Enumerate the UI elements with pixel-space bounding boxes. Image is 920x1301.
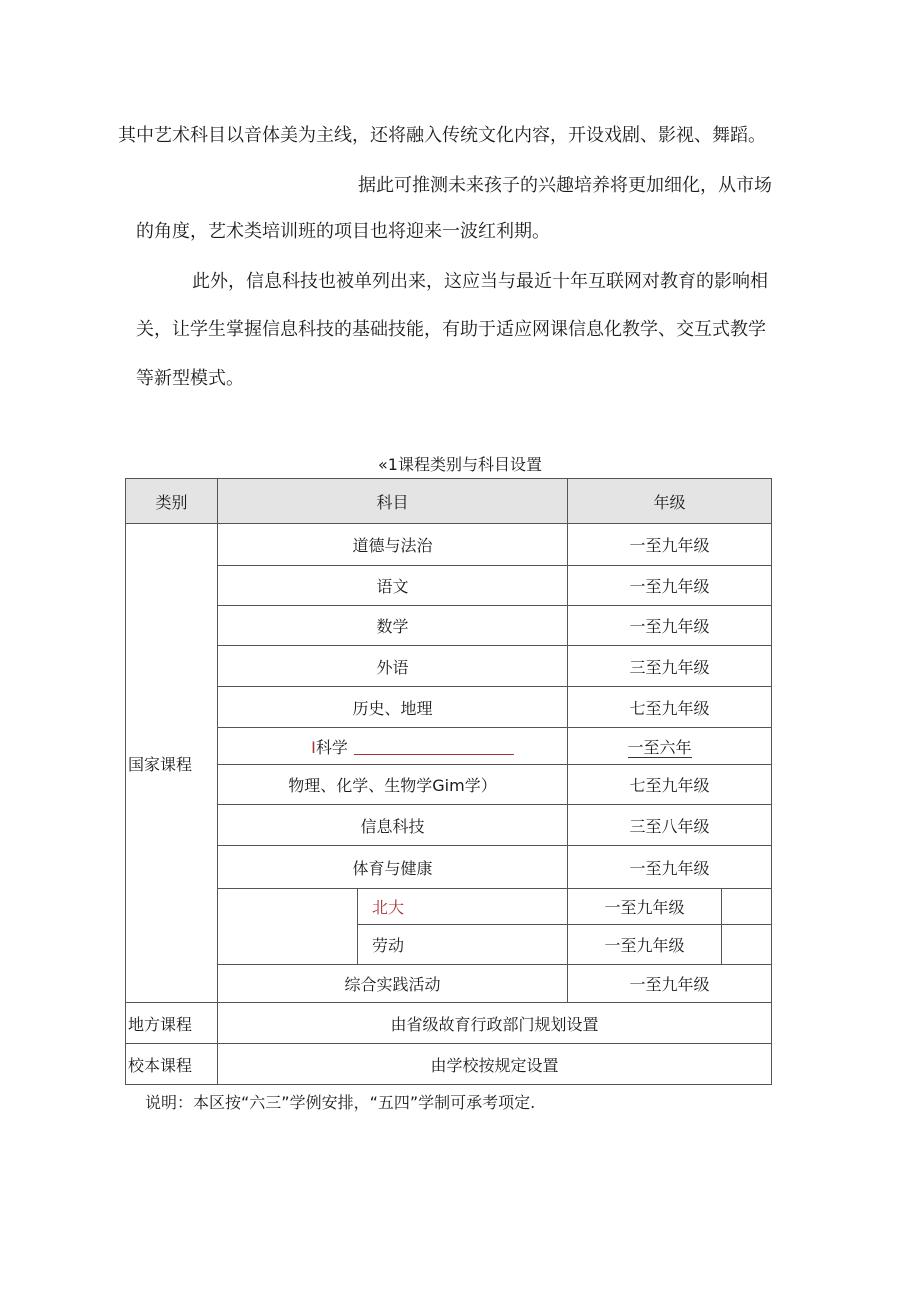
subject-cell: 北大 bbox=[358, 889, 568, 925]
grade-cell: 一至九年级 bbox=[568, 606, 772, 646]
header-subject: 科目 bbox=[218, 479, 568, 524]
paragraph-line-6: 等新型模式。 bbox=[136, 368, 244, 389]
local-value: 由省级故育行政部门规划设置 bbox=[218, 1003, 772, 1044]
category-national: 国家课程 bbox=[126, 524, 218, 1003]
table-caption: «1课程类别与科目设置 bbox=[378, 455, 542, 474]
subject-cell: 综合实践活动 bbox=[218, 965, 568, 1003]
table-row bbox=[126, 687, 772, 728]
grade-cell: 一至九年级 bbox=[568, 965, 772, 1003]
grade-cell: 一至九年级 bbox=[568, 524, 772, 566]
subject-cell: 语文 bbox=[218, 566, 568, 606]
grade-cell: 一至九年级 bbox=[568, 566, 772, 606]
subject-cell: 数学 bbox=[218, 606, 568, 646]
header-grade: 年级 bbox=[568, 479, 772, 524]
table-row bbox=[126, 646, 772, 687]
paragraph-line-3: 的角度，艺术类培训班的项目也将迎来一波红利期。 bbox=[136, 221, 550, 242]
subject-cell: 信息科技 bbox=[218, 805, 568, 846]
grade-text: 一至六年 bbox=[627, 737, 692, 757]
grade-cell: 七至九年级 bbox=[568, 765, 772, 805]
grade-cell: 一至九年级 bbox=[568, 925, 722, 965]
header-category: 类别 bbox=[126, 479, 218, 524]
table-row bbox=[126, 889, 772, 925]
school-value: 由学校按规定设置 bbox=[218, 1044, 772, 1085]
grade-cell bbox=[568, 728, 772, 765]
table-row bbox=[126, 846, 772, 889]
grade-cell: 一至九年级 bbox=[568, 889, 722, 925]
correction-mark: I bbox=[311, 737, 316, 757]
subject-cell: 劳动 bbox=[358, 925, 568, 965]
table-header-row bbox=[126, 479, 772, 524]
empty-cell bbox=[722, 889, 772, 925]
category-local: 地方课程 bbox=[126, 1003, 218, 1044]
grade-cell: 七至九年级 bbox=[568, 687, 772, 728]
table-row bbox=[126, 1044, 772, 1085]
grade-cell: 三至九年级 bbox=[568, 646, 772, 687]
table-note: 说明：本区按“六三”学例安排，“五四”学制可承考项定. bbox=[145, 1093, 536, 1112]
category-school: 校本课程 bbox=[126, 1044, 218, 1085]
empty-cell bbox=[722, 925, 772, 965]
table-row bbox=[126, 805, 772, 846]
paragraph-line-4: 此外，信息科技也被单列出来，这应当与最近十年互联网对教育的影响相 bbox=[192, 271, 768, 292]
table-row bbox=[126, 765, 772, 805]
table-row bbox=[126, 606, 772, 646]
subject-cell: 物理、化学、生物学Gim学） bbox=[218, 765, 568, 805]
table-row bbox=[126, 524, 772, 566]
curriculum-table bbox=[125, 478, 772, 1085]
paragraph-line-1: 其中艺术科目以音体美为主线，还将融入传统文化内容，开设戏剧、影视、舞蹈。 bbox=[118, 125, 766, 146]
table-row bbox=[126, 1003, 772, 1044]
table-row bbox=[126, 566, 772, 606]
subject-text: 科学 bbox=[315, 737, 348, 757]
grade-cell: 三至八年级 bbox=[568, 805, 772, 846]
paragraph-line-5: 关，让学生掌握信息科技的基础技能，有助于适应网课信息化教学、交互式教学 bbox=[136, 319, 766, 340]
grade-cell: 一至九年级 bbox=[568, 846, 772, 889]
red-underline bbox=[354, 754, 514, 755]
paragraph-line-2: 据此可推测未来孩子的兴趣培养将更加细化，从市场 bbox=[358, 175, 772, 196]
subject-cell: 体育与健康 bbox=[218, 846, 568, 889]
empty-cell bbox=[218, 889, 358, 965]
table-row bbox=[126, 965, 772, 1003]
subject-cell: 历史、地理 bbox=[218, 687, 568, 728]
subject-cell bbox=[218, 728, 568, 765]
subject-cell: 道德与法治 bbox=[218, 524, 568, 566]
subject-cell: 外语 bbox=[218, 646, 568, 687]
table-row bbox=[126, 728, 772, 765]
